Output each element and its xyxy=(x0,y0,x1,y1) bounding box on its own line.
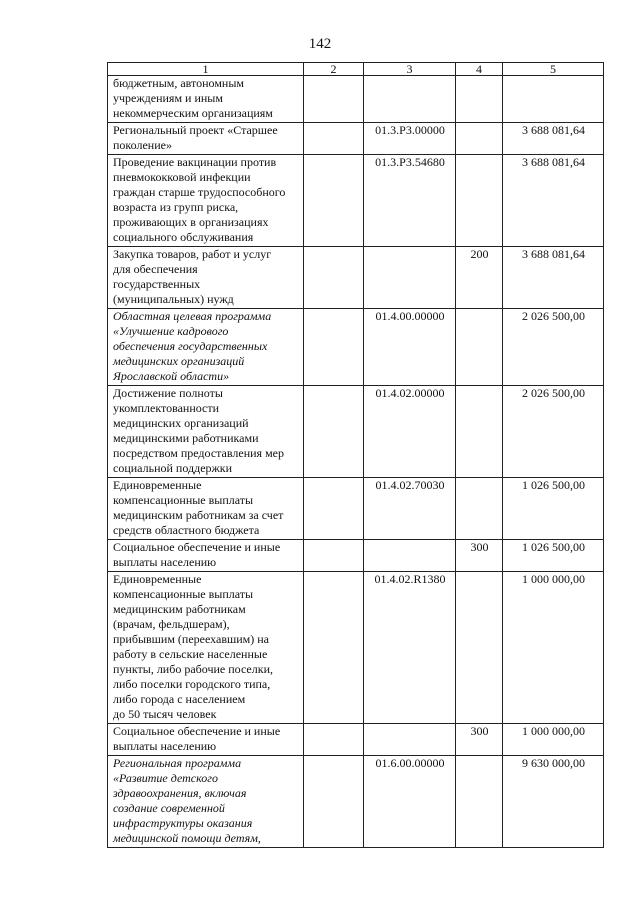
row-name: Единовременные компенсационные выплаты медицинским работникам за счет средств областного бюджета xyxy=(108,478,304,540)
row-col2 xyxy=(304,572,364,724)
row-amount: 1 000 000,00 xyxy=(503,724,604,756)
table-row xyxy=(108,386,604,478)
row-code: 01.6.00.00000 xyxy=(364,756,456,848)
row-amount: 3 688 081,64 xyxy=(503,155,604,247)
row-code: 01.3.P3.00000 xyxy=(364,123,456,155)
row-expense-type xyxy=(456,386,503,478)
row-name: Закупка товаров, работ и услуг для обеспечения государственных (муниципальных) нужд xyxy=(108,247,304,309)
row-col2 xyxy=(304,724,364,756)
row-code: 01.4.00.00000 xyxy=(364,309,456,386)
row-name: Достижение полноты укомплектованности медицинских организаций медицинскими работниками посредством предоставления мер социальной поддержки xyxy=(108,386,304,478)
table-row xyxy=(108,123,604,155)
row-col2 xyxy=(304,123,364,155)
row-expense-type xyxy=(456,478,503,540)
row-expense-type xyxy=(456,572,503,724)
row-col2 xyxy=(304,309,364,386)
row-name: Социальное обеспечение и иные выплаты населению xyxy=(108,540,304,572)
row-amount: 1 026 500,00 xyxy=(503,540,604,572)
row-col2 xyxy=(304,540,364,572)
row-col2 xyxy=(304,478,364,540)
row-amount: 2 026 500,00 xyxy=(503,309,604,386)
row-amount: 2 026 500,00 xyxy=(503,386,604,478)
table-row xyxy=(108,756,604,848)
row-code xyxy=(364,247,456,309)
row-code xyxy=(364,540,456,572)
row-amount: 1 000 000,00 xyxy=(503,572,604,724)
row-name: Проведение вакцинации против пневмококковой инфекции граждан старше трудоспособного возраста из групп риска, проживающих в организациях социального обслуживания xyxy=(108,155,304,247)
row-name: бюджетным, автономным учреждениям и иным некоммерческим организациям xyxy=(108,76,304,123)
header-col-5: 5 xyxy=(503,63,604,76)
table-row xyxy=(108,724,604,756)
table-row xyxy=(108,572,604,724)
row-expense-type xyxy=(456,756,503,848)
row-expense-type xyxy=(456,76,503,123)
header-col-3: 3 xyxy=(364,63,456,76)
row-code: 01.4.02.70030 xyxy=(364,478,456,540)
row-col2 xyxy=(304,247,364,309)
row-name: Региональный проект «Старшее поколение» xyxy=(108,123,304,155)
row-code xyxy=(364,724,456,756)
row-amount: 1 026 500,00 xyxy=(503,478,604,540)
table-row xyxy=(108,309,604,386)
row-code xyxy=(364,76,456,123)
row-name: Областная целевая программа «Улучшение кадрового обеспечения государственных медицинских организаций Ярославской области» xyxy=(108,309,304,386)
row-expense-type: 300 xyxy=(456,724,503,756)
row-amount: 3 688 081,64 xyxy=(503,247,604,309)
header-col-4: 4 xyxy=(456,63,503,76)
header-col-1: 1 xyxy=(108,63,304,76)
table-row xyxy=(108,76,604,123)
row-col2 xyxy=(304,76,364,123)
row-col2 xyxy=(304,155,364,247)
row-col2 xyxy=(304,386,364,478)
row-amount: 9 630 000,00 xyxy=(503,756,604,848)
row-expense-type: 200 xyxy=(456,247,503,309)
page-number: 142 xyxy=(308,36,332,52)
row-amount xyxy=(503,76,604,123)
row-expense-type xyxy=(456,155,503,247)
header-row xyxy=(108,63,604,76)
row-name: Региональная программа «Развитие детского здравоохранения, включая создание современной инфраструктуры оказания медицинской помощи детям, xyxy=(108,756,304,848)
row-code: 01.3.P3.54680 xyxy=(364,155,456,247)
row-expense-type xyxy=(456,309,503,386)
row-amount: 3 688 081,64 xyxy=(503,123,604,155)
row-code: 01.4.02.R1380 xyxy=(364,572,456,724)
table-row xyxy=(108,540,604,572)
row-expense-type: 300 xyxy=(456,540,503,572)
header-col-2: 2 xyxy=(304,63,364,76)
table-row xyxy=(108,247,604,309)
table-row xyxy=(108,155,604,247)
row-expense-type xyxy=(456,123,503,155)
row-name: Социальное обеспечение и иные выплаты населению xyxy=(108,724,304,756)
budget-table xyxy=(107,62,604,848)
row-name: Единовременные компенсационные выплаты медицинским работникам (врачам, фельдшерам), прибывшим (переехавшим) на работу в сельские населенные пункты, либо рабочие поселки, либо поселки городского типа, либо города с населением до 50 тысяч человек xyxy=(108,572,304,724)
row-col2 xyxy=(304,756,364,848)
row-code: 01.4.02.00000 xyxy=(364,386,456,478)
table-row xyxy=(108,478,604,540)
